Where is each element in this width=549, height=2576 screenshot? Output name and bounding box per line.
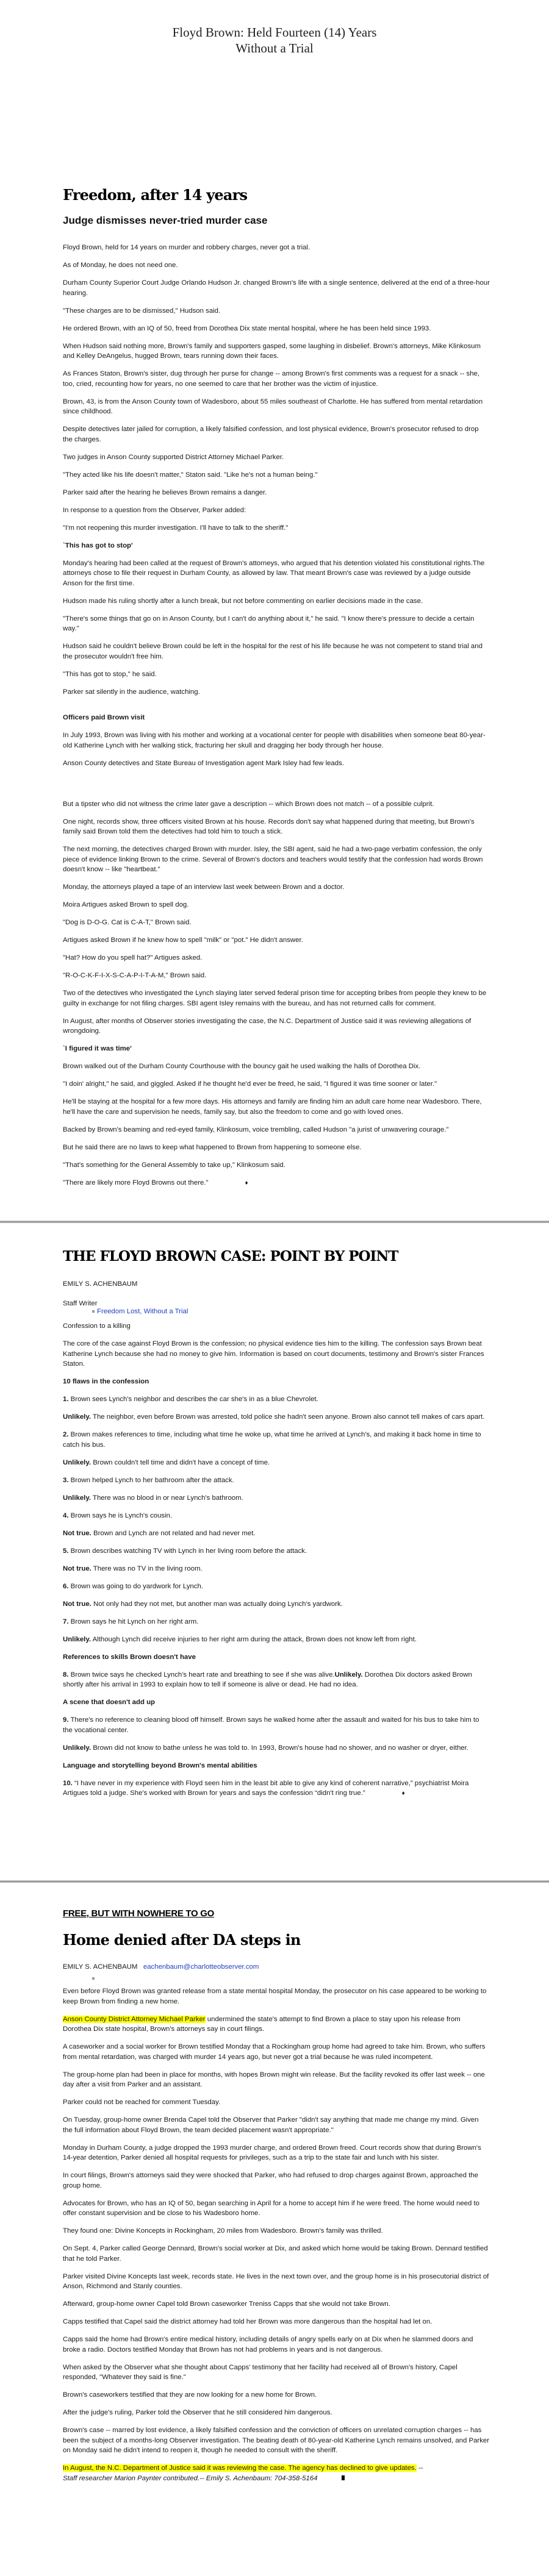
paragraph: On Tuesday, group-home owner Brenda Capel told the Observer that Parker "didn't say anything that made me change my mind. Given the full information about Floyd Brown, the team decided placement wasn't appropriate." <box>63 2116 479 2134</box>
paragraph: "I doin' alright," he said, and giggled. Asked if he thought he'd ever be freed, he said, "I figured it was time sooner or later." <box>63 1080 437 1088</box>
flaw-reason: Brown did not know to bathe unless he was told to. In 1993, Brown's house had no shower, and no washer or dryer, either. <box>93 1744 468 1752</box>
flaw-verdict: Not true. <box>63 1565 92 1572</box>
paragraph: The group-home plan had been in place for months, with hopes Brown might win release. But the facility revoked its offer last week -- one day after a visit from Parker and an assistant. <box>63 2071 485 2088</box>
flaw-item-8 <box>63 1670 490 1690</box>
flaw-verdict-row <box>63 1412 490 1422</box>
article-3-paragraph: Even before Floyd Brown was granted release from a state mental hospital Monday, the prosecutor on his case appeared to be working to keep Brown from finding a new home. <box>63 1988 487 2005</box>
flaw-claim: Brown was going to do yardwork for Lynch. <box>70 1582 204 1590</box>
flaw-item <box>63 1546 490 1557</box>
paragraph: One night, records show, three officers visited Brown at his house. Records don't say what happened during that meeting, but Brown's family said Brown told them the detectives had told him to touch a stick. <box>63 818 475 835</box>
paragraph: Capps testified that Capel said the district attorney had told her Brown was more dangerous than the hospital had let on. <box>63 2318 432 2325</box>
flaw-number: 5. <box>63 1547 69 1555</box>
bullet-square-icon <box>92 1977 95 1980</box>
paragraph: Durham County Superior Court Judge Orlando Hudson Jr. changed Brown's life with a single sentence, delivered at the end of a three-hour hearing. <box>63 279 490 297</box>
flaw-claim: Brown says he hit Lynch on her right arm. <box>70 1618 199 1625</box>
flaws-heading: 10 flaws in the confession <box>63 1378 149 1385</box>
flaw-claim: Brown sees Lynch's neighbor and describes the car she's in as a blue Chevrolet. <box>70 1396 318 1403</box>
flaw-verdict: Unlikely. <box>63 1413 92 1421</box>
paragraph: Anson County detectives and State Bureau of Investigation agent Mark Isley had few leads. <box>63 759 344 767</box>
skills-heading: References to skills Brown doesn't have <box>63 1653 196 1661</box>
flaw-reason: There was no TV in the living room. <box>93 1565 203 1572</box>
paragraph: Hudson made his ruling shortly after a lunch break, but not before commenting on earlier decisions made in the case. <box>63 597 423 605</box>
paragraph: Parker visited Divine Koncepts last week, records state. He lives in the next town over, and the group home is in his prosecutorial district of Anson, Richmond and Stanly counties. <box>63 2272 489 2290</box>
flaw-number: 3. <box>63 1476 69 1484</box>
flaw-verdict: Not true. <box>63 1600 92 1608</box>
article-1-body-b <box>63 558 490 698</box>
paragraph: "That's something for the General Assembly to take up," Klinkosum said. <box>63 1161 285 1169</box>
paragraph: Two judges in Anson County supported District Attorney Michael Parker. <box>63 453 284 461</box>
paragraph: Floyd Brown, held for 14 years on murder and robbery charges, never got a trial. <box>63 244 310 251</box>
paragraph: As Frances Staton, Brown's sister, dug through her purse for change -- among Brown's first comments was a request for a snack -- she, too, cried, recounting how for years, no one seemed to care that her brother was the victim of injustice. <box>63 370 480 388</box>
flaw-claim: Brown makes references to time, including what time he woke up, what time he arrived at Lynch's, and making it back home in time to catch his bus. <box>63 1431 481 1449</box>
article-freedom <box>63 186 490 1196</box>
flaw-verdict-row <box>63 1599 490 1610</box>
article-3-final-paragraph <box>63 2463 490 2483</box>
section-heading-time: `I figured it was time' <box>63 1045 132 1052</box>
flaw-reason: There was no blood in or near Lynch's bathroom. <box>92 1494 243 1502</box>
flaw-claim: Brown describes watching TV with Lynch in her living room before the attack. <box>70 1547 307 1555</box>
flaw-verdict: Unlikely. <box>63 1458 92 1466</box>
paragraph: In August, after months of Observer stories investigating the case, the N.C. Department of Justice said it was reviewing allegations of wrongdoing. <box>63 1017 472 1035</box>
bullet-row <box>92 1973 490 1986</box>
paragraph: Capps said the home had Brown's entire medical history, including details of angry spells early on at Dix when he slammed doors and broke a radio. Doctors testified Monday that Brown has not had problems in years and is not dangerous. <box>63 2336 473 2353</box>
flaw-verdict-row <box>63 1564 490 1574</box>
paragraph: "These charges are to be dismissed," Hudson said. <box>63 307 221 315</box>
flaw-claim: Brown says he is Lynch's cousin. <box>70 1511 173 1519</box>
article-2-role: Staff Writer <box>63 1300 98 1307</box>
paragraph: Parker sat silently in the audience, watching. <box>63 688 200 696</box>
paragraph: "R-O-C-K-F-I-X-S-C-A-P-I-T-A-M," Brown said. <box>63 972 207 979</box>
flaws-list <box>63 1394 490 1644</box>
section-heading-stop: `This has got to stop' <box>63 541 133 549</box>
flaw-verdict-row <box>63 1635 490 1645</box>
end-diamond-icon: ♦ <box>401 1790 405 1797</box>
flaw-number: 2. <box>63 1431 69 1438</box>
paragraph: A caseworker and a social worker for Brown testified Monday that a Rockingham group home had agreed to take him. Brown, who suffers from mental retardation, was charged with murder 14 years ago, but never got a trial because he was ruled incompetent. <box>63 2043 486 2061</box>
paragraph: Brown, 43, is from the Anson County town of Wadesboro, about 55 miles southeast of Charlotte. He has suffered from mental retardation since childhood. <box>63 398 483 415</box>
dash: -- <box>416 2464 423 2472</box>
paragraph: Despite detectives later jailed for corruption, a likely falsified confession, and lost physical evidence, Brown's prosecutor refused to drop the charges. <box>63 426 479 443</box>
document-title-line-2: Without a Trial <box>235 41 314 55</box>
end-square-icon <box>342 2475 345 2480</box>
flaw-number: 7. <box>63 1618 69 1625</box>
flaw-claim: Brown twice says he checked Lynch's heart rate and breathing to see if she was alive. <box>70 1671 335 1679</box>
bullet-square-icon <box>92 1310 95 1313</box>
document-title-line-1: Floyd Brown: Held Fourteen (14) Years <box>172 25 377 40</box>
article-point-by-point <box>63 1248 490 1807</box>
article-2-intro: The core of the case against Floyd Brown is the confession; no physical evidence ties him to the killing. The confession says Brown beat Katherine Lynch because she had no money to give him. Information is based on court documents, testimony and Brown's sister Frances Staton. <box>63 1340 484 1368</box>
paragraph: "This has got to stop," he said. <box>63 670 157 678</box>
flaw-item-9-verdict <box>63 1743 490 1754</box>
paragraph: On Sept. 4, Parker called George Dennard, Brown's social worker at Dix, and asked which home would be taking Brown. Dennard testified that he told Parker. <box>63 2245 488 2263</box>
article-3-kicker: FREE, BUT WITH NOWHERE TO GO <box>63 1908 214 1919</box>
flaw-text: “I have never in my experience with Floyd seen him in the least bit able to give any kind of coherent narrative,” psychiatrist Moira Artigues told a judge. She's worked with Brown for years and says the confession “didn't ring true.” <box>63 1779 469 1797</box>
paragraph: "There's some things that go on in Anson County, but I can't do anything about it," he said. "I know there's pressure to decide a certain way." <box>63 615 475 632</box>
paragraph: Parker could not be reached for comment Tuesday. <box>63 2099 221 2106</box>
flaw-verdict: Unlikely. <box>63 1744 92 1752</box>
paragraph: Backed by Brown's beaming and red-eyed family, Klinkosum, voice trembling, called Hudson "a jurist of unwavering courage." <box>63 1126 449 1133</box>
paragraph: Brown's caseworkers testified that they are now looking for a new home for Brown. <box>63 2391 317 2399</box>
paragraph: After the judge's ruling, Parker told the Observer that he still considered him dangerous. <box>63 2409 332 2416</box>
flaw-verdict: Unlikely. <box>63 1635 92 1643</box>
related-link-item <box>92 1308 490 1315</box>
article-1-body-c <box>63 730 490 768</box>
flaw-item-9 <box>63 1715 490 1735</box>
flaw-claim: Brown helped Lynch to her bathroom after the attack. <box>70 1476 234 1484</box>
paragraph: Advocates for Brown, who has an IQ of 50, began searching in April for a home to accept him if he were freed. The home would need to offer constant supervision and be close to his Wadesboro home. <box>63 2199 479 2217</box>
paragraph: They found one: Divine Koncepts in Rockingham, 20 miles from Wadesboro. Brown's family was thrilled. <box>63 2227 383 2235</box>
flaw-item <box>63 1617 490 1627</box>
article-3-byline <box>63 1963 490 1971</box>
paragraph: The next morning, the detectives charged Brown with murder. Isley, the SBI agent, said he had a two-page verbatim confession, the only piece of evidence linking Brown to the crime. Several of Brown's doctors and teachers would testify that the confession had words Brown doesn't know -- like "heartbeat." <box>63 846 483 873</box>
flaw-verdict-row <box>63 1493 490 1504</box>
highlighted-text: Anson County District Attorney Michael Parker <box>63 2015 206 2023</box>
article-1-body-e <box>63 1061 490 1170</box>
paragraph: Monday in Durham County, a judge dropped the 1993 murder charge, and ordered Brown freed. Court records show that during Brown's 14-year detention, Parker denied all hospital requests for privileges, such as a trip to the state fair and lunch with his sister. <box>63 2144 481 2161</box>
paragraph: Moira Artigues asked Brown to spell dog. <box>63 901 189 908</box>
paragraph: He ordered Brown, with an IQ of 50, freed from Dorothea Dix state mental hospital, where he has been held since 1993. <box>63 324 431 332</box>
paragraph: In response to a question from the Observer, Parker added: <box>63 506 246 514</box>
paragraph: Afterward, group-home owner Capel told Brown caseworker Treniss Capps that she would not take Brown. <box>63 2300 390 2308</box>
article-home-denied <box>63 1908 490 2491</box>
flaw-reason: Brown and Lynch are not related and had never met. <box>93 1529 256 1537</box>
paragraph: But a tipster who did not witness the crime later gave a description -- which Brown does not match -- of a possible culprit. <box>63 800 434 808</box>
flaw-item <box>63 1582 490 1592</box>
article-2-headline: THE FLOYD BROWN CASE: POINT BY POINT <box>63 1248 398 1265</box>
flaw-reason: Although Lynch did receive injuries to her right arm during the attack, Brown does not know left from right. <box>92 1635 417 1643</box>
paragraph: Parker said after the hearing he believes Brown remains a danger. <box>63 488 267 496</box>
related-article-link[interactable]: Freedom Lost, Without a Trial <box>97 1308 188 1315</box>
article-2-section-title: Confession to a killing <box>63 1322 131 1330</box>
language-heading: Language and storytelling beyond Brown's mental abilities <box>63 1761 257 1769</box>
article-3-headline: Home denied after DA steps in <box>63 1931 301 1949</box>
flaw-number: 8. <box>63 1671 69 1679</box>
end-diamond-icon: ♦ <box>245 1179 248 1186</box>
flaw-reason: Brown couldn't tell time and didn't have a concept of time. <box>93 1458 270 1466</box>
article-3-body <box>63 2042 490 2456</box>
flaw-reason: Dorothea Dix doctors asked Brown shortly after his arrival in 1993 to explain how to tell if someone is alive or dead. He had no idea. <box>63 1671 472 1688</box>
closing-quote: "There are likely more Floyd Browns out there." <box>63 1179 209 1186</box>
paragraph: He'll be staying at the hospital for a few more days. His attorneys and family are finding him an adult care home near Wadesboro. There, he'll have the care and supervision he needs, family say, but also the freedom to come and go with loved ones. <box>63 1098 482 1116</box>
flaw-number: 1. <box>63 1396 69 1403</box>
paragraph: "Hat? How do you spell hat?" Artigues asked. <box>63 954 203 962</box>
flaw-verdict: Unlikely. <box>63 1494 92 1502</box>
flaw-item-10 <box>63 1779 490 1799</box>
paragraph: Monday's hearing had been called at the request of Brown's attorneys, who argued that his detention violated his constitutional rights.The attorneys chose to file their request in Durham County, as allowed by law. That meant Brown's case was reviewed by a judge outside Anson for the first time. <box>63 559 485 587</box>
paragraph: In court filings, Brown's attorneys said they were shocked that Parker, who had refused to drop charges against Brown, approached the group home. <box>63 2172 478 2189</box>
article-2-author: EMILY S. ACHENBAUM <box>63 1280 138 1288</box>
flaw-item <box>63 1475 490 1486</box>
article-1-body-a <box>63 243 490 533</box>
flaw-item <box>63 1511 490 1521</box>
paragraph: As of Monday, he does not need one. <box>63 262 178 269</box>
flaw-verdict-row <box>63 1529 490 1539</box>
document-title <box>0 24 549 56</box>
paragraph: "Dog is D-O-G. Cat is C-A-T," Brown said. <box>63 919 192 926</box>
paragraph: Brown walked out of the Durham County Courthouse with the bouncy gait he used walking the halls of Dorothea Dix. <box>63 1063 421 1070</box>
flaw-claim: There's no reference to cleaning blood off himself. Brown says he walked home after the assault and waited for his bus to take him to the vocational center. <box>63 1716 479 1734</box>
flaw-verdict: Not true. <box>63 1529 92 1537</box>
paragraph-rest: undermined the state's attempt to find Brown a place to stay upon his release from Dorothea Dix state hospital, Brown's attorneys say in court filings. <box>63 2015 461 2033</box>
scene-heading: A scene that doesn't add up <box>63 1699 156 1706</box>
author-email-link[interactable]: eachenbaum@charlotteobserver.com <box>143 1963 259 1971</box>
article-1-headline: Freedom, after 14 years <box>63 186 248 204</box>
paragraph: Monday, the attorneys played a tape of an interview last week between Brown and a doctor. <box>63 883 345 891</box>
paragraph: When Hudson said nothing more, Brown's family and supporters gasped, some laughing in disbelief. Brown's attorneys, Mike Klinkosum and Kelley DeAngelus, hugged Brown, tears running down their faces. <box>63 342 481 360</box>
paragraph: But he said there are no laws to keep what happened to Brown from happening to someone else. <box>63 1143 362 1151</box>
article-1-last-paragraph <box>63 1178 490 1189</box>
paragraph: When asked by the Observer what she thought about Capps' testimony that her facility had received all of Brown's history, Capel responded, "Whatever they said is fine." <box>63 2363 458 2381</box>
paragraph: "They acted like his life doesn't matter," Staton said. "Like he's not a human being." <box>63 471 318 479</box>
section-divider <box>0 1221 549 1223</box>
highlighted-text: In August, the N.C. Department of Justice said it was reviewing the case. The agency has declined to give updates. <box>63 2464 417 2472</box>
flaw-item <box>63 1394 490 1405</box>
paragraph: Two of the detectives who investigated the Lynch slaying later served federal prison time for accepting bribes from people they knew to be guilty in exchange for not filing charges. SBI agent Isley remains with the bureau, and has not returned calls for comment. <box>63 990 487 1007</box>
flaw-reason: The neighbor, even before Brown was arrested, told police she hadn't seen anyone. Brown also cannot tell makes of cars apart. <box>92 1413 485 1421</box>
flaw-verdict-row <box>63 1458 490 1468</box>
flaw-verdict: Unlikely. <box>334 1671 363 1679</box>
flaw-number: 10. <box>63 1779 73 1787</box>
section-divider <box>0 1880 549 1883</box>
flaw-reason: Not only had they not met, but another man was actually doing Lynch's yardwork. <box>93 1600 343 1608</box>
paragraph: Artigues asked Brown if he knew how to spell "milk" or "pot." He didn't answer. <box>63 937 303 944</box>
article-3-author: EMILY S. ACHENBAUM <box>63 1963 138 1971</box>
article-1-body-d <box>63 799 490 1036</box>
article-1-subhead: Judge dismisses never-tried murder case <box>63 215 268 226</box>
paragraph: Brown's case -- marred by lost evidence, a likely falsified confession and the conviction of officers on unrelated corruption charges -- has been the subject of a months-long Observer investigation. The beating death of 80-year-old Katherine Lynch remains unsolved, and Parker on Monday said he didn't intend to reopen it, though he needed to consult with the sheriff. <box>63 2427 490 2454</box>
paragraph: "I'm not reopening this murder investigation. I'll have to talk to the sheriff." <box>63 524 289 532</box>
paragraph: In July 1993, Brown was living with his mother and working at a vocational center for people with disabilities when someone beat 80-year-old Katherine Lynch with her walking stick, fracturing her skull and dragging her body through her house. <box>63 732 486 749</box>
article-3-paragraph-highlight <box>63 2014 490 2035</box>
section-heading-officers: Officers paid Brown visit <box>63 714 145 721</box>
flaw-item <box>63 1430 490 1450</box>
staff-credit: Staff researcher Marion Paynter contributed.-- Emily S. Achenbaum: 704-358-5164 <box>63 2474 318 2482</box>
flaw-number: 6. <box>63 1582 69 1590</box>
flaw-number: 9. <box>63 1716 69 1724</box>
paragraph: Hudson said he couldn't believe Brown could be left in the hospital for the rest of his life because he was not competent to stand trial and the prosecutor wouldn't free him. <box>63 643 483 660</box>
flaw-number: 4. <box>63 1511 69 1519</box>
